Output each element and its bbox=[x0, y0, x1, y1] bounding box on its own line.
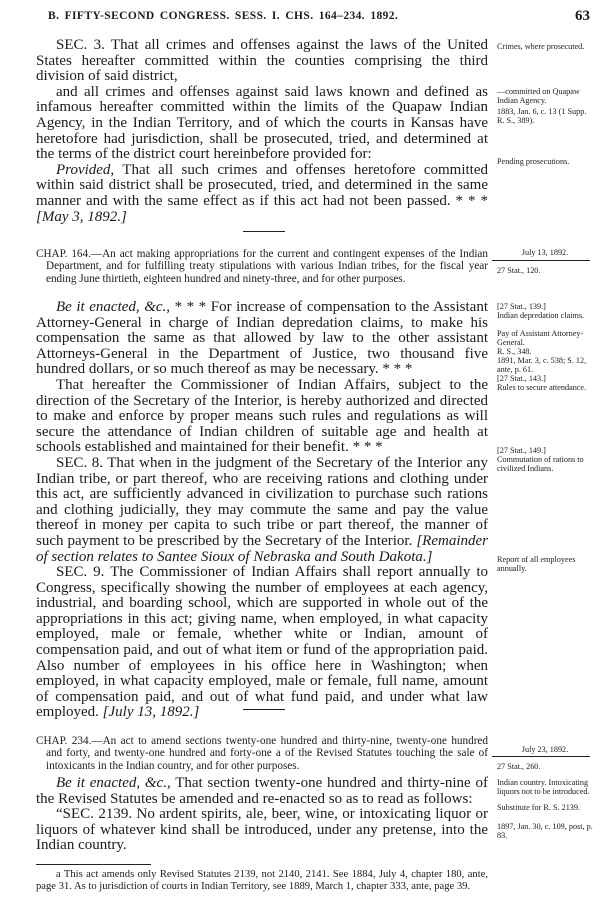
chapter-234-heading: CHAP. 234.—An act to amend sections twenty-one hundred and thirty-nine, twenty-one hundred and forty, and twenty-one hundred and forty-one a of the Revised Statutes touching the sale of intoxicants in the Indian country, and for other purposes. bbox=[36, 735, 488, 772]
margin-substitute-2139: Substitute for R. S. 2139. bbox=[497, 803, 581, 812]
sec3-para-2: and all crimes and offenses against said laws known and defined as infamous hereafter committed within the limits of the Quapaw Indian Agency, in the Indian Territory, and of which the courts in Kansas have heretofore had jurisdiction, shall be prosecuted, tried, and determined at the terms of the district court hereinbefore provided for: bbox=[36, 83, 488, 163]
chapter-164-date: July 13, 1892. bbox=[521, 248, 569, 257]
page-number: 63 bbox=[575, 8, 590, 24]
section-divider-2 bbox=[243, 709, 285, 710]
sec9-text: SEC. 9. The Commissioner of Indian Affairs shall report annually to Congress, specifically showing the number of employees at each agency, industrial, and boarding school, which are supported in whole out of the appropriations in this act; giving name, when employed, in what capacity employed, male or female, whether white or Indian, amount of compensation paid, and out of what item or fund of the appropriation paid. Also number of employees in his office here in Washington; when employed, in what capacity employed, male or female, full name, amount of compensation paid, and out of what fund paid, and under what law employed. bbox=[36, 564, 488, 721]
running-head: B. FIFTY-SECOND CONGRESS. SESS. I. CHS. 164–234. 1892. bbox=[48, 10, 399, 22]
enact-text-234: That section twenty-one hundred and thirty-nine of the Revised Statutes be amended and re-enacted so as to read as follows: bbox=[36, 775, 488, 807]
enact-text-164: * * * For increase of compensation to the Assistant Attorney-General in charge of Indian depredation claims, to make his compensation the same as that allowed by law to the other assistant Attorneys-General in the Department of Justice, two thousand five hundred dollars, or so much thereof as may be necessary. * * * bbox=[36, 299, 488, 378]
proviso-lead: Provided, bbox=[56, 161, 115, 178]
approval-date-1: [May 3, 1892.] bbox=[36, 208, 127, 225]
running-header bbox=[0, 6, 600, 26]
margin-indian-country: Indian country. Intoxicating liquors not to be introduced. bbox=[497, 778, 590, 796]
footnote bbox=[36, 869, 488, 893]
margin-1897: 1897, Jan. 30, c. 109, post, p. 83. bbox=[497, 822, 593, 840]
margin-stat-143: [27 Stat., 143.] bbox=[497, 374, 546, 383]
margin-report-employees: Report of all employees annually. bbox=[497, 555, 576, 573]
chapter-234-title bbox=[36, 735, 488, 772]
ch164-rules-paragraph: That hereafter the Commissioner of Indian Affairs, subject to the direction of the Secretary of the Interior, is hereby authorized and directed to make and enforce by proper means such rules and regulations as will secure the attendance of Indian children of suitable age and health at schools established and maintained for their benefit. * * * bbox=[36, 376, 488, 456]
margin-pay-ag: Pay of Assistant Attorney-General. bbox=[497, 329, 584, 347]
sec8-text: SEC. 8. That when in the judgment of the Secretary of the Interior any Indian tribe, or part thereof, who are receiving rations and clothing under this act, are sufficiently advanced in civilization to purchase such rations and clothing judicially, they may commute the same and pay the value thereof in money per capita to such tribe or part thereof, the manner of such payment to be prescribed by the Secretary of the Interior. bbox=[36, 454, 488, 549]
margin-note-crimes: Crimes, where prosecuted. bbox=[497, 42, 585, 51]
chapter-164-stat: 27 Stat., 120. bbox=[497, 266, 541, 275]
enact-lead-234: Be it enacted, &c., bbox=[56, 775, 171, 791]
sec3-proviso bbox=[36, 163, 488, 225]
chapter-164-title bbox=[36, 248, 488, 285]
approval-date-2: [July 13, 1892.] bbox=[102, 704, 200, 721]
ch234-enacting-clause bbox=[36, 776, 488, 807]
margin-note-pending: Pending prosecutions. bbox=[497, 157, 570, 166]
margin-stat-149: [27 Stat., 149.] bbox=[497, 446, 546, 455]
footnote-text: a This act amends only Revised Statutes 2139, not 2140, 2141. See 1884, July 4, chapter 180, ante, page 31. As to jurisdiction of courts in Indian Territory, see 1889, March 1, chapter 333, ante, page 39. bbox=[36, 869, 488, 892]
sec3-para-1: SEC. 3. That all crimes and offenses against the laws of the United States hereafter committed within the counties comprising the third division of said district, bbox=[36, 37, 488, 85]
enact-lead-164: Be it enacted, &c., bbox=[56, 299, 171, 315]
margin-depredation: Indian depredation claims. bbox=[497, 311, 585, 320]
margin-1891: 1891, Mar. 3, c. 538; S. 12, ante, p. 61. bbox=[497, 356, 587, 374]
proviso-text: That all such crimes and offenses heretofore committed within said district shall be prosecuted, tried, and determined in the same manner and with the same effect as if this act had not been passed. * * * bbox=[36, 161, 488, 209]
chapter-234-stat: 27 Stat., 260. bbox=[497, 762, 541, 771]
margin-stat-139: [27 Stat., 139.] bbox=[497, 302, 546, 311]
margin-rs-348: R. S., 348. bbox=[497, 347, 532, 356]
margin-rule-164 bbox=[492, 260, 590, 261]
ch164-section-9 bbox=[36, 565, 488, 721]
sec8-note: [Remainder of section relates to Santee Sioux of Nebraska and South Dakota.] bbox=[36, 532, 488, 565]
footnote-rule bbox=[36, 864, 151, 865]
margin-note-citation-1883: 1883, Jan. 6, c. 13 (1 Supp. R. S., 389). bbox=[497, 107, 587, 125]
margin-note-quapaw: —committed on Quapaw Indian Agency. bbox=[497, 87, 580, 105]
ch164-enacting-clause bbox=[36, 300, 488, 378]
ch164-section-8 bbox=[36, 456, 488, 565]
chapter-164-heading: CHAP. 164.—An act making appropriations for the current and contingent expenses of the Indian Department, and for fulfilling treaty stipulations with various Indian tribes, for the fiscal year ending June thirtieth, eighteen hundred and ninety-three, and for other purposes. bbox=[36, 248, 488, 285]
chapter-164-date-block bbox=[497, 248, 593, 257]
chapter-234-date: July 23, 1892. bbox=[521, 745, 569, 754]
ch234-section-2139: “SEC. 2139. No ardent spirits, ale, beer, wine, or intoxicating liquor or liquors of whatever kind shall be introduced, under any pretense, into the Indian country. bbox=[36, 806, 488, 854]
margin-commutation: Commutation of rations to civilized Indians. bbox=[497, 455, 584, 473]
margin-rule-234 bbox=[492, 756, 590, 757]
chapter-164-body bbox=[36, 300, 488, 721]
section-3 bbox=[36, 38, 488, 225]
section-divider-1 bbox=[243, 231, 285, 232]
margin-rules-attendance: Rules to secure attendance. bbox=[497, 383, 587, 392]
chapter-234-body bbox=[36, 776, 488, 854]
